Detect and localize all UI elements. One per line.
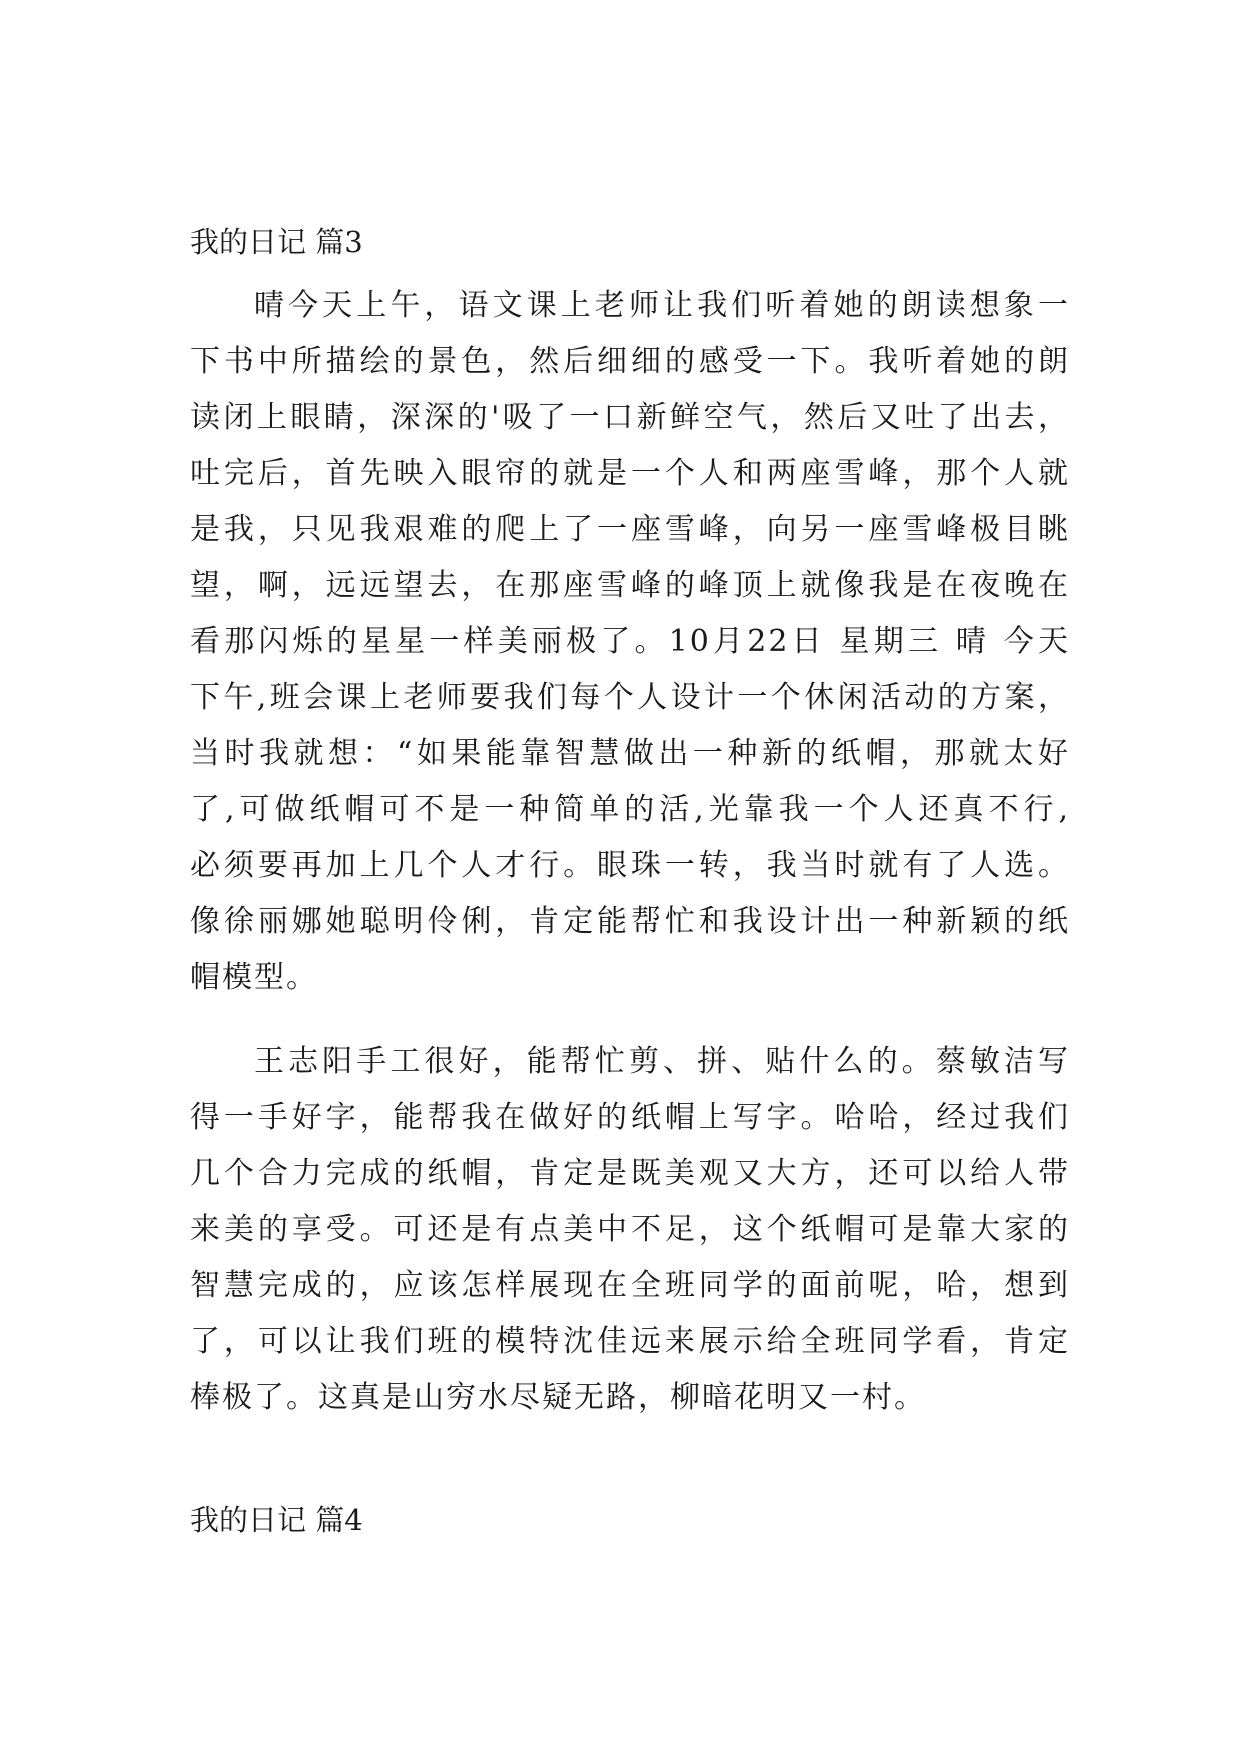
- paragraph-line: 晴今天上午，语文课上老师让我们听着她的朗读想象一: [254, 288, 1070, 323]
- paragraph-line: 王志阳手工很好，能帮忙剪、拼、贴什么的。蔡敏洁写: [254, 1044, 1070, 1079]
- entry-3-heading: 我的日记 篇3: [190, 225, 363, 259]
- paragraph-line: 得一手好字，能帮我在做好的纸帽上写字。哈哈，经过我们: [190, 1100, 1070, 1135]
- paragraph-line: 下书中所描绘的景色，然后细细的感受一下。我听着她的朗: [190, 344, 1070, 379]
- paragraph-line: 了,可做纸帽可不是一种简单的活,光靠我一个人还真不行,: [190, 792, 1070, 827]
- paragraph-line: 棒极了。这真是山穷水尽疑无路，柳暗花明又一村。: [190, 1380, 926, 1415]
- paragraph-line: 帽模型。: [190, 960, 318, 995]
- paragraph-line: 下午,班会课上老师要我们每个人设计一个休闲活动的方案，: [190, 680, 1070, 715]
- paragraph-line: 看那闪烁的星星一样美丽极了。10月22日 星期三 晴 今天: [190, 624, 1070, 659]
- paragraph-line: 吐完后，首先映入眼帘的就是一个人和两座雪峰，那个人就: [190, 456, 1070, 491]
- paragraph-line: 必须要再加上几个人才行。眼珠一转，我当时就有了人选。: [190, 848, 1070, 883]
- paragraph-line: 望，啊，远远望去，在那座雪峰的峰顶上就像我是在夜晚在: [190, 568, 1070, 603]
- paragraph-line: 像徐丽娜她聪明伶俐，肯定能帮忙和我设计出一种新颖的纸: [190, 904, 1070, 939]
- paragraph-line: 当时我就想：“如果能靠智慧做出一种新的纸帽，那就太好: [190, 736, 1070, 771]
- paragraph-line: 读闭上眼睛，深深的'吸了一口新鲜空气，然后又吐了出去，: [190, 400, 1070, 435]
- paragraph-line: 几个合力完成的纸帽，肯定是既美观又大方，还可以给人带: [190, 1156, 1070, 1191]
- paragraph-line: 是我，只见我艰难的爬上了一座雪峰，向另一座雪峰极目眺: [190, 512, 1070, 547]
- paragraph-line: 了，可以让我们班的模特沈佳远来展示给全班同学看，肯定: [190, 1324, 1070, 1359]
- entry-3-paragraph-2: [190, 1042, 1070, 1434]
- paragraph-line: 来美的享受。可还是有点美中不足，这个纸帽可是靠大家的: [190, 1212, 1070, 1247]
- entry-4-heading: 我的日记 篇4: [190, 1503, 363, 1537]
- entry-3-paragraph-1: [190, 286, 1070, 1014]
- paragraph-line: 智慧完成的，应该怎样展现在全班同学的面前呢，哈，想到: [190, 1268, 1070, 1303]
